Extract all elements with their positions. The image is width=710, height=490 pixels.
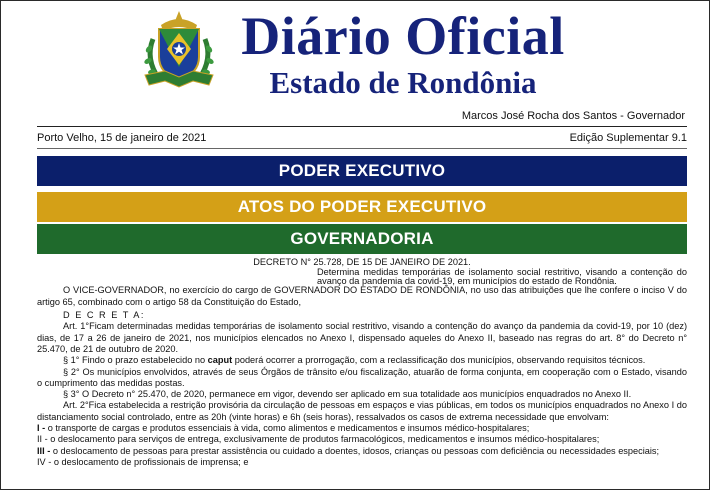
masthead-subtitle: Estado de Rondônia: [269, 65, 537, 100]
governor-line: Marcos José Rocha dos Santos - Governador: [461, 110, 685, 122]
caput-term: caput: [207, 355, 233, 366]
dateline: [37, 132, 687, 144]
divider: [37, 148, 687, 149]
item-1-text: o transporte de cargas e produtos essenciais à vida, como alimentos e medicamentos e insumos médico-hospitalares;: [47, 423, 530, 434]
decree-preamble: O VICE-GOVERNADOR, no exercício do cargo de GOVERNADOR DO ESTADO DE RONDÔNIA, no uso das atribuições que lhe confere o inciso V do artigo 65, combinado com o artigo 58 da Constituição do Estado,: [37, 285, 687, 307]
decree-body: [37, 257, 687, 468]
item-3: [37, 446, 687, 457]
rondonia-coat-of-arms-icon: [139, 9, 219, 91]
section-band-poder-executivo: PODER EXECUTIVO: [37, 156, 687, 186]
article-2: Art. 2°Fica estabelecida a restrição provisória da circulação de pessoas em espaços e vias públicas, em todos os municípios enquadrados no Anexo I do distanciamento social controlado, entre as 20h (vinte horas) e 6h (seis horas), ressalvados os casos de extrema necessidade que envolvam:: [37, 400, 687, 422]
item-4: IV - o deslocamento de profissionais de imprensa; e: [37, 456, 249, 467]
paragraph-1-rest: poderá ocorrer a prorrogação, com a reclassificação dos municípios, observando requisitos técnicos.: [232, 355, 646, 366]
place-date: Porto Velho, 15 de janeiro de 2021: [37, 132, 207, 144]
item-3-text: o deslocamento de pessoas para prestar assistência ou cuidado a doentes, idosos, crianças ou pessoas com deficiência ou necessidades especiais;: [52, 445, 660, 456]
decreta-label: D E C R E T A:: [63, 310, 145, 321]
paragraph-1: [37, 355, 687, 366]
paragraph-3: § 3° O Decreto n° 25.470, de 2020, permanece em vigor, devendo ser aplicado em sua totalidade aos municípios enquadrados no Anexo II.: [63, 389, 632, 400]
item-1-number: I -: [37, 423, 48, 434]
edition-label: Edição Suplementar 9.1: [569, 132, 687, 144]
decree-heading: DECRETO N° 25.728, DE 15 DE JANEIRO DE 2021.: [253, 257, 471, 267]
item-3-number: III -: [37, 445, 53, 456]
section-band-atos: ATOS DO PODER EXECUTIVO: [37, 192, 687, 222]
item-1: [37, 423, 687, 434]
paragraph-1-text: § 1° Findo o prazo estabelecido no: [63, 355, 208, 366]
divider: [37, 126, 687, 127]
paragraph-2: § 2° Os municípios envolvidos, através de seus Órgãos de trânsito e/ou fiscalização, atuarão de forma conjunta, em cooperação com o Estado, visando o cumprimento das medidas postas.: [37, 366, 687, 388]
article-1: Art. 1°Ficam determinadas medidas temporárias de isolamento social restritivo, visando a contenção do avanço da pandemia da covid-19, por 10 (dez) dias, de 17 a 26 de janeiro de 2021, nos municípios elencados no Anexo I, dispensado aqueles do Anexo II, baseado nas regras do art. 8° do Decreto n° 25.470, de 21 de outubro de 2020.: [37, 321, 687, 354]
masthead-title: Diário Oficial: [241, 6, 565, 66]
item-2: II - o deslocamento para serviços de entrega, exclusivamente de produtos farmacológicos, medicamentos e insumos médico-hospitalares;: [37, 434, 600, 445]
section-band-governadoria: GOVERNADORIA: [37, 224, 687, 254]
decree-ementa: Determina medidas temporárias de isolamento social restritivo, visando a contenção do avanço da pandemia da covid-19, em municípios do estado de Rondônia.: [317, 267, 687, 286]
